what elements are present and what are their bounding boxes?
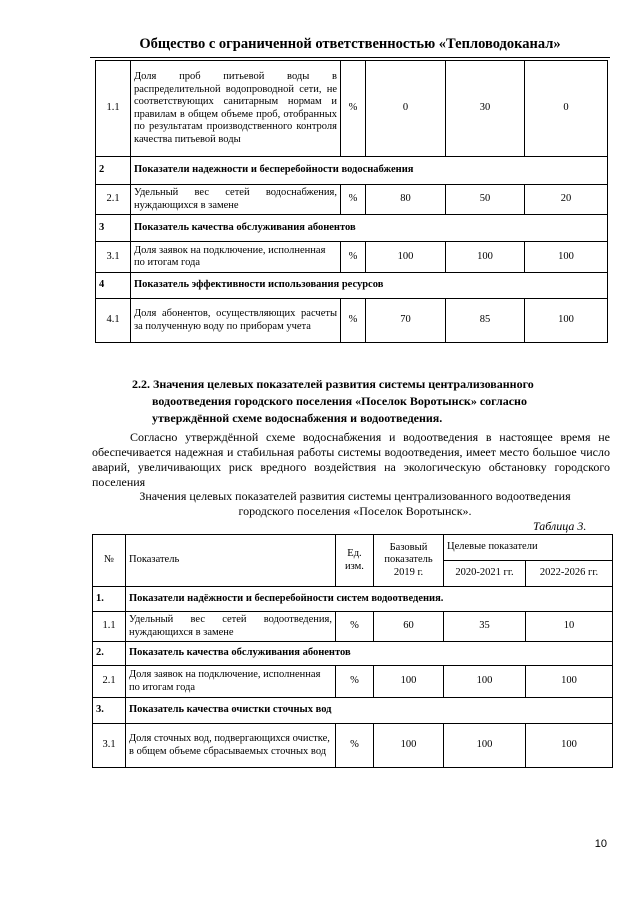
table-row <box>96 61 608 157</box>
header-divider <box>90 57 610 58</box>
indicator-name: Доля заявок на подключение, исполненная по итогам года <box>131 242 341 273</box>
section-number: 3. <box>93 698 126 724</box>
target-value-2: 100 <box>525 299 608 343</box>
indicator-name: Доля сточных вод, подвергающихся очистке, в общем объеме сбрасываемых сточных вод <box>126 724 336 768</box>
body-paragraph: Согласно утверждённой схеме водоснабжения и водоотведения в настоящее время не обеспечивается надежная и стабильная работы системы водоотведения, имеет место большое число аварий, увеличивающих риск вредного воздействия на экологическую обстановку городского поселения <box>92 430 610 489</box>
section-row <box>96 273 608 299</box>
header-base: Базовый показатель 2019 г. <box>374 535 444 587</box>
indicator-name: Доля заявок на подключение, исполненная по итогам года <box>126 666 336 698</box>
section-title: Показатель эффективности использования ресурсов <box>131 273 608 299</box>
table-caption-line: Значения целевых показателей развития системы централизованного водоотведения <box>139 489 571 503</box>
target-value-2: 100 <box>526 666 613 698</box>
base-value: 60 <box>374 612 444 642</box>
target-value-1: 100 <box>444 724 526 768</box>
target-value-1: 100 <box>446 242 525 273</box>
section-number: 4 <box>96 273 131 299</box>
row-number: 2.1 <box>93 666 126 698</box>
row-number: 1.1 <box>93 612 126 642</box>
header-number: № <box>93 535 126 587</box>
target-value-1: 85 <box>446 299 525 343</box>
base-value: 70 <box>366 299 446 343</box>
base-value: 100 <box>374 724 444 768</box>
section-heading-line: утверждённой схеме водоснабжения и водоотведения. <box>152 411 443 425</box>
indicator-name: Удельный вес сетей водоотведения, нуждающихся в замене <box>126 612 336 642</box>
target-value-2: 100 <box>525 242 608 273</box>
table-row <box>93 612 613 642</box>
table-row <box>93 724 613 768</box>
target-value-2: 0 <box>525 61 608 157</box>
section-heading <box>132 376 602 427</box>
section-title: Показатель качества обслуживания абонентов <box>126 642 613 666</box>
base-value: 100 <box>374 666 444 698</box>
section-number: 2 <box>96 157 131 185</box>
document-header: Общество с ограниченной ответственностью «Тепловодоканал» <box>139 36 561 52</box>
target-value-1: 30 <box>446 61 525 157</box>
section-row <box>93 587 613 612</box>
header-indicator: Показатель <box>126 535 336 587</box>
unit-cell: % <box>336 724 374 768</box>
section-number: 1. <box>93 587 126 612</box>
section-row <box>93 642 613 666</box>
page-number: 10 <box>594 838 607 850</box>
base-value: 80 <box>366 185 446 215</box>
base-value: 0 <box>366 61 446 157</box>
table-number: Таблица 3. <box>533 519 587 533</box>
indicator-name: Доля проб питьевой воды в распределительной водопроводной сети, не соответствующих санитарным нормам и правилам в общем объеме проб, отобранных по результатам производственного контроля качества питьевой воды <box>131 61 341 157</box>
row-number: 3.1 <box>96 242 131 273</box>
indicator-name: Удельный вес сетей водоснабжения, нуждающихся в замене <box>131 185 341 215</box>
table-row <box>96 299 608 343</box>
header-targets: Целевые показатели <box>444 535 613 561</box>
table-caption-line: городского поселения «Поселок Воротынск». <box>238 504 472 518</box>
section-number: 3 <box>96 215 131 242</box>
section-title: Показатель качества обслуживания абонентов <box>131 215 608 242</box>
target-value-2: 100 <box>526 724 613 768</box>
target-value-1: 50 <box>446 185 525 215</box>
section-title: Показатели надежности и бесперебойности водоснабжения <box>131 157 608 185</box>
target-value-2: 20 <box>525 185 608 215</box>
section-row <box>96 215 608 242</box>
target-value-1: 35 <box>444 612 526 642</box>
wastewater-indicators-table <box>92 534 613 768</box>
header-period-2: 2022-2026 гг. <box>526 561 613 587</box>
table-caption <box>100 489 610 519</box>
row-number: 4.1 <box>96 299 131 343</box>
table-row <box>96 185 608 215</box>
unit-cell: % <box>341 299 366 343</box>
unit-cell: % <box>341 242 366 273</box>
target-value-2: 10 <box>526 612 613 642</box>
unit-cell: % <box>336 612 374 642</box>
table-row <box>96 242 608 273</box>
section-row <box>93 698 613 724</box>
header-row <box>93 535 613 561</box>
row-number: 1.1 <box>96 61 131 157</box>
header-period-1: 2020-2021 гг. <box>444 561 526 587</box>
header-unit: Ед. изм. <box>336 535 374 587</box>
unit-cell: % <box>341 185 366 215</box>
table-row <box>93 666 613 698</box>
section-title: Показатель качества очистки сточных вод <box>126 698 613 724</box>
indicator-name: Доля абонентов, осуществляющих расчеты за полученную воду по приборам учета <box>131 299 341 343</box>
row-number: 3.1 <box>93 724 126 768</box>
target-value-1: 100 <box>444 666 526 698</box>
section-row <box>96 157 608 185</box>
unit-cell: % <box>341 61 366 157</box>
base-value: 100 <box>366 242 446 273</box>
unit-cell: % <box>336 666 374 698</box>
section-number: 2. <box>93 642 126 666</box>
section-title: Показатели надёжности и бесперебойности систем водоотведения. <box>126 587 613 612</box>
section-heading-line: водоотведения городского поселения «Поселок Воротынск» согласно <box>152 394 527 408</box>
water-supply-indicators-table <box>95 60 608 343</box>
section-heading-line: 2.2. Значения целевых показателей развития системы централизованного <box>132 377 534 391</box>
row-number: 2.1 <box>96 185 131 215</box>
